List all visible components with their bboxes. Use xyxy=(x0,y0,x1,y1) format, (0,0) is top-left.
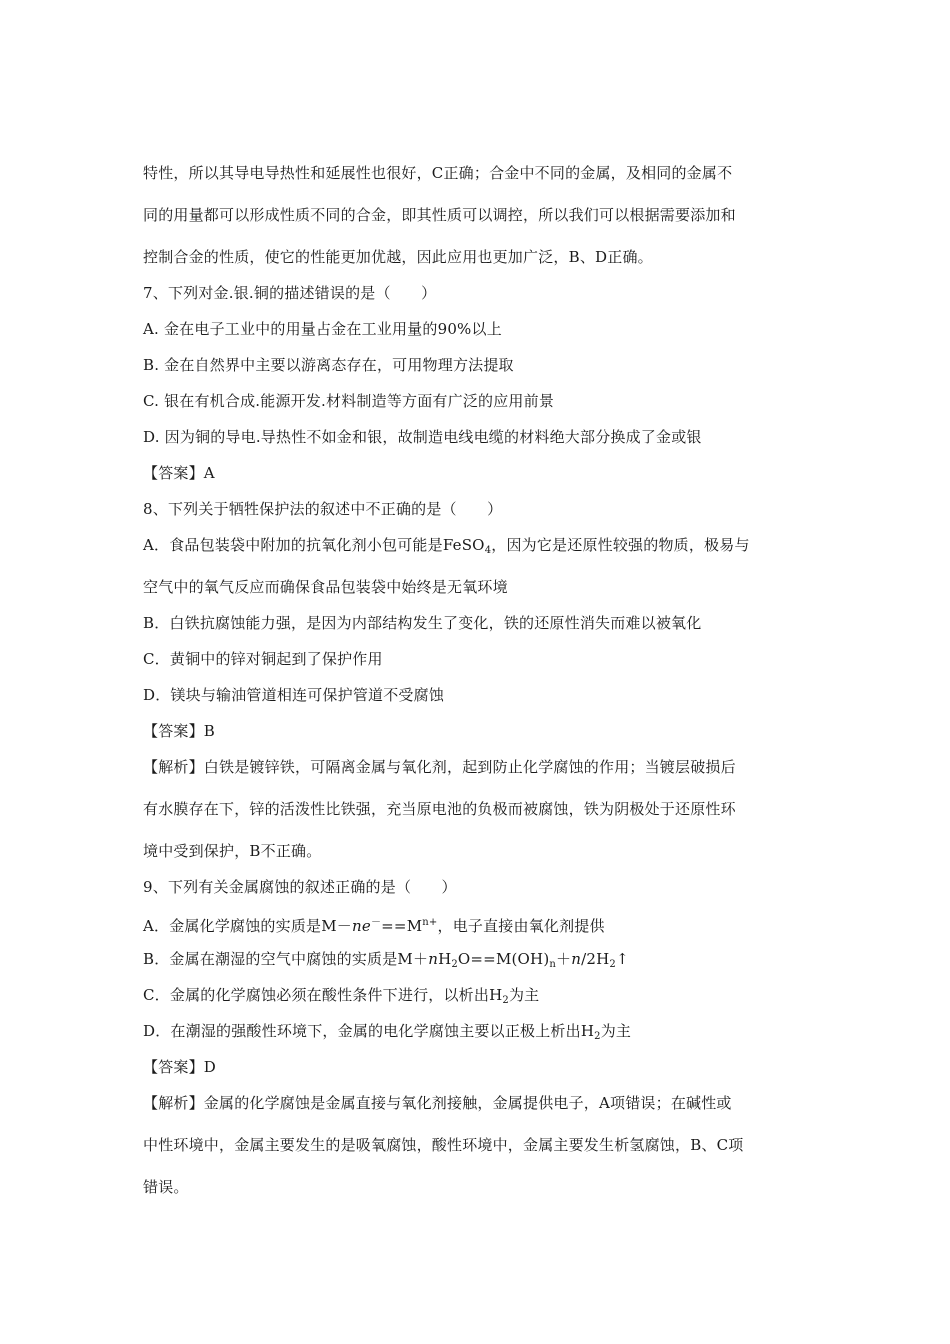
q7-question: 7、下列对金.银.铜的描述错误的是（ ） xyxy=(143,284,437,302)
intro-line-1: 特性，所以其导电导热性和延展性也很好，C正确；合金中不同的金属，及相同的金属不 xyxy=(143,164,733,182)
intro-line-2: 同的用量都可以形成性质不同的合金，即其性质可以调控，所以我们可以根据需要添加和 xyxy=(143,206,736,224)
q9-answer: 【答案】D xyxy=(143,1058,217,1076)
q9-option-a: A．金属化学腐蚀的实质是$M-ne^-==M^{n+}$，电子直接由氧化剂提供 xyxy=(143,917,605,935)
q7-answer: 【答案】A xyxy=(143,464,215,482)
q8-answer: 【答案】B xyxy=(143,722,216,740)
q7-option-b: B. 金在自然界中主要以游离态存在，可用物理方法提取 xyxy=(143,356,514,374)
q8-option-a-line-2: 空气中的氧气反应而确保食品包装袋中始终是无氧环境 xyxy=(143,578,508,596)
q8-analysis-line-1: 【解析】白铁是镀锌铁，可隔离金属与氧化剂，起到防止化学腐蚀的作用；当镀层破损后 xyxy=(143,758,736,776)
q8-option-a-line-1: A．食品包装袋中附加的抗氧化剂小包可能是FeSO$_4$，因为它是还原性较强的物质，极易与 xyxy=(143,536,750,556)
q9-option-d: D．在潮湿的强酸性环境下，金属的电化学腐蚀主要以正极上析出$H_2$为主 xyxy=(143,1022,632,1042)
q7-option-c: C. 银在有机合成.能源开发.材料制造等方面有广泛的应用前景 xyxy=(143,392,555,410)
q7-option-a: A. 金在电子工业中的用量占金在工业用量的90%以上 xyxy=(143,320,502,338)
q9-option-b: B．金属在潮湿的空气中腐蚀的实质是$M+nH_2O==M(OH)_n+n/2H_2↑$ xyxy=(143,950,629,970)
q7-option-d: D. 因为铜的导电.导热性不如金和银，故制造电线电缆的材料绝大部分换成了金或银 xyxy=(143,428,702,446)
q8-analysis-line-3: 境中受到保护，B不正确。 xyxy=(143,842,322,860)
q9-analysis-line-1: 【解析】金属的化学腐蚀是金属直接与氧化剂接触，金属提供电子，A项错误；在碱性或 xyxy=(143,1094,732,1112)
q8-option-d: D．镁块与输油管道相连可保护管道不受腐蚀 xyxy=(143,686,445,704)
q8-question: 8、下列关于牺牲保护法的叙述中不正确的是（ ） xyxy=(143,500,503,518)
intro-line-3: 控制合金的性质，使它的性能更加优越，因此应用也更加广泛，B、D正确。 xyxy=(143,248,653,266)
q8-option-c: C．黄铜中的锌对铜起到了保护作用 xyxy=(143,650,383,668)
q9-question: 9、下列有关金属腐蚀的叙述正确的是（ ） xyxy=(143,878,457,896)
q9-analysis-line-2: 中性环境中，金属主要发生的是吸氧腐蚀，酸性环境中，金属主要发生析氢腐蚀，B、C项 xyxy=(143,1136,744,1154)
q8-option-b: B．白铁抗腐蚀能力强，是因为内部结构发生了变化，铁的还原性消失而难以被氧化 xyxy=(143,614,702,632)
q9-analysis-line-3: 错误。 xyxy=(143,1178,189,1196)
q8-analysis-line-2: 有水膜存在下，锌的活泼性比铁强，充当原电池的负极而被腐蚀，铁为阴极处于还原性环 xyxy=(143,800,736,818)
q9-option-c: C．金属的化学腐蚀必须在酸性条件下进行，以析出$H_2$为主 xyxy=(143,986,540,1006)
